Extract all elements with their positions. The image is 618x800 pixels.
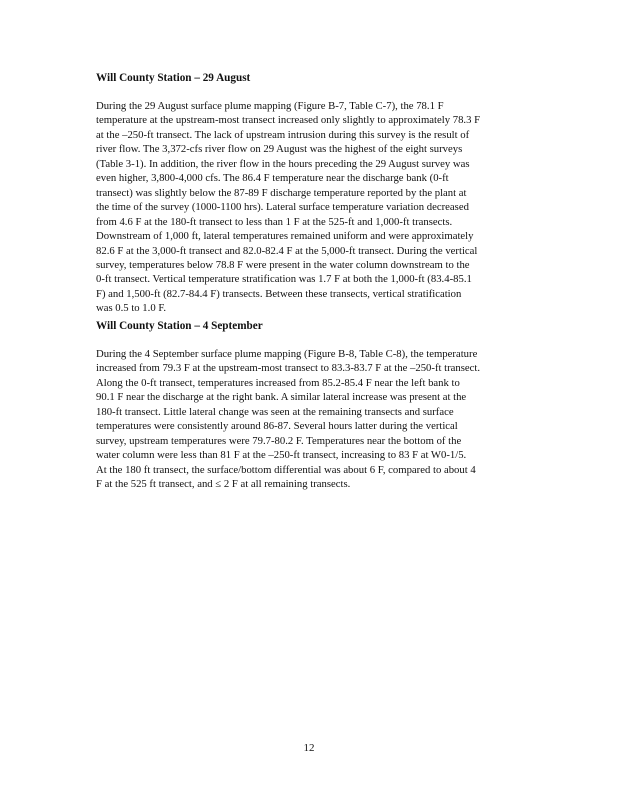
paragraph-line: from 4.6 F at the 180-ft transect to less than 1 F at the 525-ft and 1,000-ft transects. <box>96 215 453 228</box>
paragraph-line: survey, upstream temperatures were 79.7-80.2 F. Temperatures near the bottom of the <box>96 434 462 447</box>
paragraph-line: At the 180 ft transect, the surface/bottom differential was about 6 F, compared to about 4 <box>96 463 476 476</box>
paragraph-line: During the 4 September surface plume mapping (Figure B-8, Table C-8), the temperature <box>96 348 478 360</box>
paragraph-line: 90.1 F near the discharge at the right bank. A similar lateral increase was present at the <box>96 391 467 404</box>
paragraph-line: Downstream of 1,000 ft, lateral temperatures remained uniform and were approximately <box>96 230 474 243</box>
paragraph-line: water column were less than 81 F at the –250-ft transect, increasing to 83 F at W0-1/5. <box>96 449 467 462</box>
section-heading: Will County Station – 4 September <box>96 320 263 332</box>
paragraph-line: F) and 1,500-ft (82.7-84.4 F) transects. Between these transects, vertical stratification <box>96 287 462 300</box>
page-number: 12 <box>303 742 315 754</box>
paragraph-line: increased from 79.3 F at the upstream-most transect to 83.3-83.7 F at the –250-ft transect. <box>96 362 481 375</box>
section-heading: Will County Station – 29 August <box>96 72 251 84</box>
paragraph-line: 180-ft transect. Little lateral change was seen at the remaining transects and surface <box>96 405 454 418</box>
paragraph-line: 0-ft transect. Vertical temperature stratification was 1.7 F at both the 1,000-ft (83.4-85.1 <box>96 273 472 286</box>
paragraph-line: Along the 0-ft transect, temperatures increased from 85.2-85.4 F near the left bank to <box>96 376 460 389</box>
paragraph-line: survey, temperatures below 78.8 F were present in the water column downstream to the <box>96 258 470 271</box>
paragraph-line: 82.6 F at the 3,000-ft transect and 82.0-82.4 F at the 5,000-ft transect. During the vertical <box>96 244 478 257</box>
section-4-september <box>96 319 526 492</box>
paragraph-line: transect) was slightly below the 87-89 F discharge temperature reported by the plant at <box>96 186 467 199</box>
section-29-august <box>96 71 526 316</box>
paragraph-line: at the –250-ft transect. The lack of upstream intrusion during this survey is the result of <box>96 128 470 141</box>
section-paragraph <box>96 347 526 492</box>
paragraph-line: During the 29 August surface plume mapping (Figure B-7, Table C-7), the 78.1 F <box>96 100 444 112</box>
paragraph-line: the time of the survey (1000-1100 hrs). Lateral surface temperature variation decreased <box>96 201 469 214</box>
section-paragraph <box>96 99 526 316</box>
paragraph-line: temperature at the upstream-most transect increased only slightly to approximately 78.3 F <box>96 114 481 127</box>
paragraph-line: was 0.5 to 1.0 F. <box>96 302 167 315</box>
paragraph-line: even higher, 3,800-4,000 cfs. The 86.4 F temperature near the discharge bank (0-ft <box>96 172 449 185</box>
paragraph-line: F at the 525 ft transect, and ≤ 2 F at all remaining transects. <box>96 478 351 491</box>
paragraph-line: temperatures were consistently around 86-87. Several hours latter during the vertical <box>96 420 458 433</box>
paragraph-line: river flow. The 3,372-cfs river flow on 29 August was the highest of the eight surveys <box>96 143 463 156</box>
paragraph-line: (Table 3-1). In addition, the river flow in the hours preceding the 29 August survey was <box>96 157 470 170</box>
